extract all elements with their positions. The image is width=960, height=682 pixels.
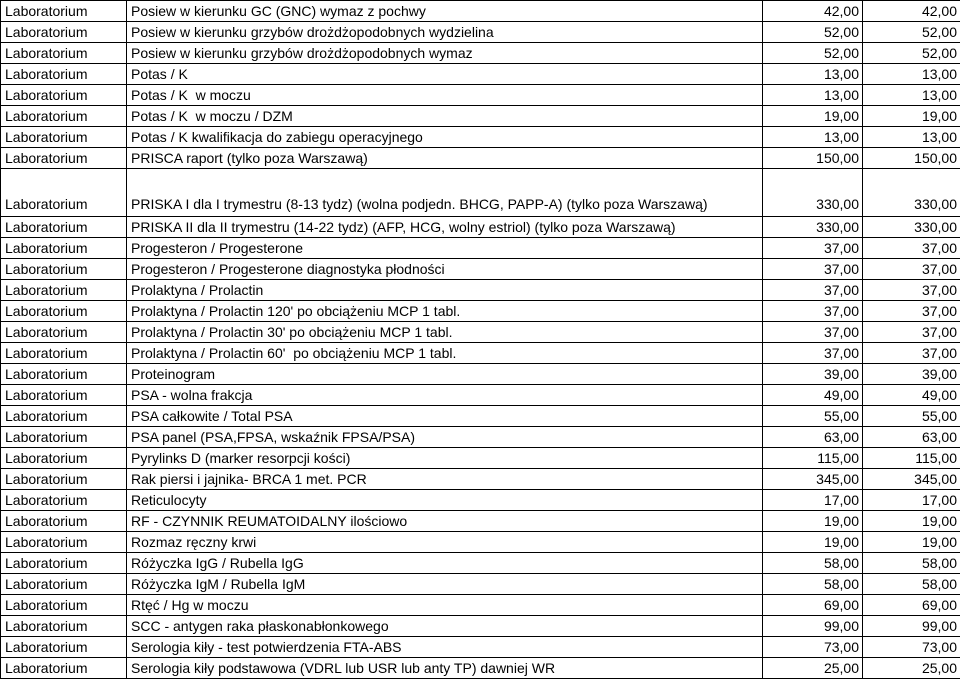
dept-cell: Laboratorium xyxy=(1,64,127,85)
test-name-cell: Progesteron / Progesterone diagnostyka płodności xyxy=(127,259,763,280)
dept-cell: Laboratorium xyxy=(1,148,127,169)
dept-cell: Laboratorium xyxy=(1,322,127,343)
price-cell: 37,00 xyxy=(763,238,863,259)
table-row xyxy=(1,469,960,490)
test-name-cell: Rak piersi i jajnika- BRCA 1 met. PCR xyxy=(127,469,763,490)
table-row xyxy=(1,64,960,85)
price-cell: 37,00 xyxy=(863,301,960,322)
price-cell: 42,00 xyxy=(863,1,960,22)
test-name-cell: Prolaktyna / Prolactin 60' po obciążeniu MCP 1 tabl. xyxy=(127,343,763,364)
dept-cell: Laboratorium xyxy=(1,658,127,679)
dept-cell: Laboratorium xyxy=(1,490,127,511)
table-row xyxy=(1,22,960,43)
table-row xyxy=(1,148,960,169)
table-row xyxy=(1,343,960,364)
table-row xyxy=(1,427,960,448)
dept-cell: Laboratorium xyxy=(1,406,127,427)
dept-cell: Laboratorium xyxy=(1,217,127,238)
test-name-cell: Potas / K xyxy=(127,64,763,85)
test-name-cell: Prolaktyna / Prolactin xyxy=(127,280,763,301)
price-cell: 63,00 xyxy=(763,427,863,448)
test-name-cell: Różyczka IgG / Rubella IgG xyxy=(127,553,763,574)
price-cell: 19,00 xyxy=(863,106,960,127)
price-cell: 37,00 xyxy=(863,322,960,343)
price-cell: 39,00 xyxy=(763,364,863,385)
test-name-cell: Pyrylinks D (marker resorpcji kości) xyxy=(127,448,763,469)
price-cell: 19,00 xyxy=(763,532,863,553)
price-cell: 58,00 xyxy=(763,553,863,574)
dept-cell: Laboratorium xyxy=(1,364,127,385)
dept-cell: Laboratorium xyxy=(1,385,127,406)
dept-cell: Laboratorium xyxy=(1,427,127,448)
dept-cell: Laboratorium xyxy=(1,85,127,106)
dept-cell: Laboratorium xyxy=(1,106,127,127)
price-table-body xyxy=(1,1,960,679)
table-row xyxy=(1,1,960,22)
price-cell: 37,00 xyxy=(763,259,863,280)
table-row xyxy=(1,127,960,148)
price-cell: 58,00 xyxy=(863,553,960,574)
table-row xyxy=(1,238,960,259)
price-cell: 52,00 xyxy=(863,43,960,64)
price-cell: 13,00 xyxy=(763,64,863,85)
price-cell: 49,00 xyxy=(763,385,863,406)
test-name-cell: Prolaktyna / Prolactin 120' po obciążeniu MCP 1 tabl. xyxy=(127,301,763,322)
table-row xyxy=(1,532,960,553)
dept-cell: Laboratorium xyxy=(1,637,127,658)
table-row xyxy=(1,169,960,217)
price-cell: 55,00 xyxy=(763,406,863,427)
test-name-cell: Różyczka IgM / Rubella IgM xyxy=(127,574,763,595)
table-row xyxy=(1,259,960,280)
price-cell: 19,00 xyxy=(863,532,960,553)
test-name-cell: PSA panel (PSA,FPSA, wskaźnik FPSA/PSA) xyxy=(127,427,763,448)
table-row xyxy=(1,637,960,658)
test-name-cell: Posiew w kierunku GC (GNC) wymaz z pochwy xyxy=(127,1,763,22)
price-cell: 39,00 xyxy=(863,364,960,385)
price-cell: 25,00 xyxy=(863,658,960,679)
table-row xyxy=(1,106,960,127)
price-cell: 37,00 xyxy=(763,343,863,364)
dept-cell: Laboratorium xyxy=(1,43,127,64)
table-row xyxy=(1,43,960,64)
price-cell: 17,00 xyxy=(763,490,863,511)
test-name-cell: PSA całkowite / Total PSA xyxy=(127,406,763,427)
dept-cell: Laboratorium xyxy=(1,616,127,637)
dept-cell: Laboratorium xyxy=(1,127,127,148)
dept-cell: Laboratorium xyxy=(1,259,127,280)
price-cell: 37,00 xyxy=(863,238,960,259)
dept-cell: Laboratorium xyxy=(1,238,127,259)
table-row xyxy=(1,322,960,343)
price-cell: 58,00 xyxy=(763,574,863,595)
price-cell: 19,00 xyxy=(863,511,960,532)
price-cell: 37,00 xyxy=(763,322,863,343)
price-cell: 13,00 xyxy=(863,85,960,106)
price-cell: 37,00 xyxy=(863,259,960,280)
test-name-cell: PRISKA II dla II trymestru (14-22 tydz) (AFP, HCG, wolny estriol) (tylko poza Warszawą) xyxy=(127,217,763,238)
test-name-cell: Posiew w kierunku grzybów drożdżopodobnych wymaz xyxy=(127,43,763,64)
price-cell: 17,00 xyxy=(863,490,960,511)
price-cell: 345,00 xyxy=(863,469,960,490)
test-name-cell: Rtęć / Hg w moczu xyxy=(127,595,763,616)
price-cell: 13,00 xyxy=(863,64,960,85)
price-cell: 37,00 xyxy=(763,280,863,301)
dept-cell: Laboratorium xyxy=(1,343,127,364)
table-row xyxy=(1,574,960,595)
dept-cell: Laboratorium xyxy=(1,22,127,43)
table-row xyxy=(1,448,960,469)
price-cell: 69,00 xyxy=(763,595,863,616)
test-name-cell: PSA - wolna frakcja xyxy=(127,385,763,406)
dept-cell: Laboratorium xyxy=(1,169,127,217)
price-cell: 330,00 xyxy=(763,217,863,238)
table-row xyxy=(1,364,960,385)
price-cell: 13,00 xyxy=(863,127,960,148)
test-name-cell: Potas / K w moczu / DZM xyxy=(127,106,763,127)
price-cell: 37,00 xyxy=(763,301,863,322)
price-cell: 150,00 xyxy=(763,148,863,169)
test-name-cell: SCC - antygen raka płaskonabłonkowego xyxy=(127,616,763,637)
table-row xyxy=(1,595,960,616)
table-row xyxy=(1,385,960,406)
table-row xyxy=(1,280,960,301)
price-cell: 330,00 xyxy=(863,217,960,238)
test-name-cell: PRISKA I dla I trymestru (8-13 tydz) (wolna podjedn. BHCG, PAPP-A) (tylko poza Warszawą) xyxy=(127,169,763,217)
price-cell: 58,00 xyxy=(863,574,960,595)
price-cell: 52,00 xyxy=(763,43,863,64)
price-cell: 73,00 xyxy=(863,637,960,658)
test-name-cell: PRISCA raport (tylko poza Warszawą) xyxy=(127,148,763,169)
test-name-cell: Rozmaz ręczny krwi xyxy=(127,532,763,553)
price-cell: 99,00 xyxy=(763,616,863,637)
table-row xyxy=(1,490,960,511)
price-cell: 69,00 xyxy=(863,595,960,616)
price-cell: 73,00 xyxy=(763,637,863,658)
dept-cell: Laboratorium xyxy=(1,1,127,22)
table-row xyxy=(1,658,960,679)
price-cell: 55,00 xyxy=(863,406,960,427)
test-name-cell: Serologia kiły - test potwierdzenia FTA-ABS xyxy=(127,637,763,658)
test-name-cell: Potas / K w moczu xyxy=(127,85,763,106)
table-row xyxy=(1,553,960,574)
price-cell: 25,00 xyxy=(763,658,863,679)
price-cell: 52,00 xyxy=(763,22,863,43)
table-row xyxy=(1,616,960,637)
price-cell: 13,00 xyxy=(763,127,863,148)
price-cell: 19,00 xyxy=(763,511,863,532)
test-name-cell: Posiew w kierunku grzybów drożdżopodobnych wydzielina xyxy=(127,22,763,43)
dept-cell: Laboratorium xyxy=(1,574,127,595)
dept-cell: Laboratorium xyxy=(1,595,127,616)
test-name-cell: Serologia kiły podstawowa (VDRL lub USR lub anty TP) dawniej WR xyxy=(127,658,763,679)
test-name-cell: Potas / K kwalifikacja do zabiegu operacyjnego xyxy=(127,127,763,148)
dept-cell: Laboratorium xyxy=(1,301,127,322)
table-row xyxy=(1,301,960,322)
price-cell: 52,00 xyxy=(863,22,960,43)
table-row xyxy=(1,85,960,106)
dept-cell: Laboratorium xyxy=(1,280,127,301)
price-cell: 49,00 xyxy=(863,385,960,406)
table-row xyxy=(1,406,960,427)
price-cell: 37,00 xyxy=(863,280,960,301)
price-cell: 13,00 xyxy=(763,85,863,106)
table-row xyxy=(1,511,960,532)
table-row xyxy=(1,217,960,238)
price-cell: 37,00 xyxy=(863,343,960,364)
dept-cell: Laboratorium xyxy=(1,511,127,532)
test-name-cell: RF - CZYNNIK REUMATOIDALNY ilościowo xyxy=(127,511,763,532)
dept-cell: Laboratorium xyxy=(1,448,127,469)
price-cell: 345,00 xyxy=(763,469,863,490)
price-cell: 42,00 xyxy=(763,1,863,22)
price-cell: 150,00 xyxy=(863,148,960,169)
price-cell: 63,00 xyxy=(863,427,960,448)
test-name-cell: Proteinogram xyxy=(127,364,763,385)
price-cell: 99,00 xyxy=(863,616,960,637)
price-cell: 330,00 xyxy=(763,169,863,217)
price-cell: 115,00 xyxy=(763,448,863,469)
dept-cell: Laboratorium xyxy=(1,532,127,553)
dept-cell: Laboratorium xyxy=(1,469,127,490)
price-cell: 19,00 xyxy=(763,106,863,127)
test-name-cell: Prolaktyna / Prolactin 30' po obciążeniu MCP 1 tabl. xyxy=(127,322,763,343)
dept-cell: Laboratorium xyxy=(1,553,127,574)
price-cell: 115,00 xyxy=(863,448,960,469)
price-cell: 330,00 xyxy=(863,169,960,217)
test-name-cell: Progesteron / Progesterone xyxy=(127,238,763,259)
test-name-cell: Reticulocyty xyxy=(127,490,763,511)
